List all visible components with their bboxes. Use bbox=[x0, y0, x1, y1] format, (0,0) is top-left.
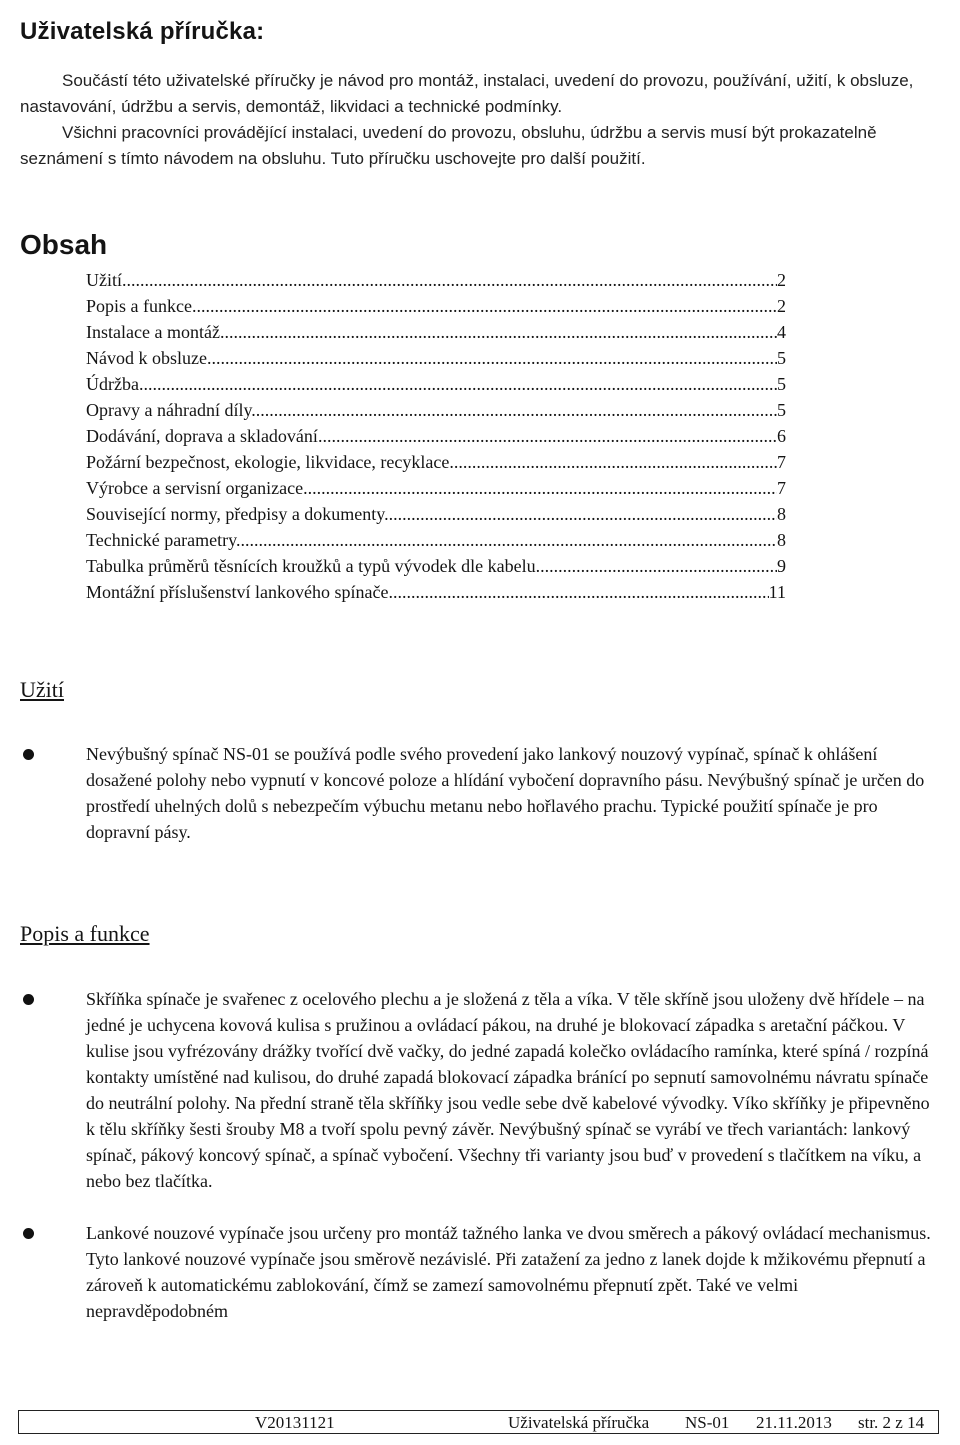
toc-item-label: Tabulka průměrů těsnících kroužků a typů vývodek dle kabelu bbox=[86, 556, 536, 576]
uziti-bullet-list bbox=[20, 741, 940, 871]
page-title: Uživatelská příručka: bbox=[20, 18, 265, 45]
footer-date: 21.11.2013 bbox=[756, 1413, 832, 1432]
toc-item[interactable] bbox=[86, 527, 786, 553]
toc-title: Obsah bbox=[20, 229, 108, 260]
intro-text bbox=[20, 68, 940, 172]
toc-item[interactable] bbox=[86, 579, 786, 605]
toc-item[interactable] bbox=[86, 423, 786, 449]
toc-item-page: 9 bbox=[777, 556, 786, 576]
toc-item-page: 2 bbox=[777, 296, 786, 316]
toc-item[interactable] bbox=[86, 501, 786, 527]
toc-item[interactable] bbox=[86, 449, 786, 475]
toc-item-label: Výrobce a servisní organizace bbox=[86, 478, 304, 498]
toc-item-label: Dodávání, doprava a skladování bbox=[86, 426, 318, 446]
bullet-text: Lankové nouzové vypínače jsou určeny pro montáž tažného lanka ve dvou směrech a pákový ovládací mechanismus. Tyto lankové nouzové vypínače jsou směrově nezávislé. Při zatažení za jedno z lanek dojde k mžikovému přepnutí a zároveň k automatickému zablokování, čímž se zamezí samovolnému přepnutí zpět. Také ve velmi nepravděpodobném bbox=[86, 1223, 931, 1321]
bullet-dot-icon bbox=[23, 1228, 34, 1239]
toc-item-page: 2 bbox=[777, 270, 786, 290]
toc-item-label: Užití bbox=[86, 270, 122, 290]
footer-version: V20131121 bbox=[255, 1413, 335, 1432]
toc-item-label: Související normy, předpisy a dokumenty bbox=[86, 504, 385, 524]
toc-item-page: 11 bbox=[768, 582, 786, 602]
toc-item[interactable] bbox=[86, 397, 786, 423]
toc-item[interactable] bbox=[86, 319, 786, 345]
toc-item-label: Požární bezpečnost, ekologie, likvidace, recyklace bbox=[86, 452, 450, 472]
toc-item-label: Popis a funkce bbox=[86, 296, 192, 316]
toc-item-label: Technické parametry bbox=[86, 530, 236, 550]
toc-item[interactable] bbox=[86, 267, 786, 293]
toc-item-page: 5 bbox=[777, 348, 786, 368]
intro-paragraph: Součástí této uživatelské příručky je návod pro montáž, instalaci, uvedení do provozu, používání, užití, k obsluze, nastavování, údržbu a servis, demontáž, likvidaci a technické podmínky. bbox=[20, 71, 914, 116]
section-title-popis: Popis a funkce bbox=[20, 921, 150, 946]
bullet-text: Nevýbušný spínač NS-01 se používá podle svého provedení jako lankový nouzový vypínač, spínač k ohlášení dosažené polohy nebo vypnutí v koncové poloze a hlídání vybočení dopravního pásu. Nevýbušný spínač je určen do prostředí uhelných dolů s nebezpečím výbuchu metanu nebo hořlavého prachu. Typické použití spínače je pro dopravní pásy. bbox=[86, 744, 925, 842]
toc-item[interactable] bbox=[86, 475, 786, 501]
toc-item-page: 7 bbox=[777, 452, 786, 472]
toc-item-page: 5 bbox=[777, 374, 786, 394]
toc-item-label: Návod k obsluze bbox=[86, 348, 207, 368]
bullet-paragraph bbox=[20, 741, 940, 845]
toc-item[interactable] bbox=[86, 345, 786, 371]
bullet-text: Skříňka spínače je svařenec z ocelového plechu a je složená z těla a víka. V těle skříně jsou uloženy dvě hřídele – na jedné je uchycena kovová kulisa s pružinou a ovládací pákou, na druhé je blokovací západka s aretační páčkou. V kulise jsou vyfrézovány drážky tvořící dvě vačky, do jedné zapadá kolečko ovládacího ramínka, které spíná / rozpíná kontakty umístěné nad kulisou, do druhé zapadá blokovací západka bránící po sepnutí samovolnému návratu spínače do neutrální polohy. Na přední straně těla skříňky jsou vedle sebe dvě kabelové vývodky. Víko skříňky je připevněno k tělu skříňky šesti šrouby M8 a tvoří spolu pevný závěr. Nevýbušný spínač se vyrábí ve třech variantách: lankový spínač, pákový koncový spínač, a spínač vybočení. Všechny tři varianty jsou buď v provedení s tlačítkem na víku, a nebo bez tlačítka. bbox=[86, 989, 930, 1191]
table-of-contents bbox=[86, 267, 786, 605]
toc-item-page: 8 bbox=[777, 530, 786, 550]
bullet-dot-icon bbox=[23, 994, 34, 1005]
toc-item-label: Údržba bbox=[86, 374, 139, 394]
footer-product: NS-01 bbox=[685, 1413, 730, 1432]
popis-bullet-list bbox=[20, 986, 940, 1350]
toc-item-label: Instalace a montáž bbox=[86, 322, 220, 342]
toc-item-page: 6 bbox=[777, 426, 786, 446]
footer-doc-name: Uživatelská příručka bbox=[508, 1413, 650, 1432]
toc-item-page: 5 bbox=[777, 400, 786, 420]
toc-item[interactable] bbox=[86, 553, 786, 579]
page-footer bbox=[18, 1410, 939, 1434]
footer-page-number: str. 2 z 14 bbox=[858, 1413, 925, 1432]
section-title-uziti: Užití bbox=[20, 677, 64, 702]
bullet-paragraph bbox=[20, 986, 940, 1194]
intro-paragraph: Všichni pracovníci provádějící instalaci, uvedení do provozu, obsluhu, údržbu a servis musí být prokazatelně seznámení s tímto návodem na obsluhu. Tuto příručku uschovejte pro další použití. bbox=[20, 123, 877, 168]
bullet-dot-icon bbox=[23, 749, 34, 760]
bullet-paragraph bbox=[20, 1220, 940, 1324]
toc-item-label: Opravy a náhradní díly bbox=[86, 400, 252, 420]
toc-item-page: 8 bbox=[777, 504, 786, 524]
toc-item[interactable] bbox=[86, 371, 786, 397]
toc-item[interactable] bbox=[86, 293, 786, 319]
toc-item-label: Montážní příslušenství lankového spínače bbox=[86, 582, 389, 602]
toc-item-page: 7 bbox=[777, 478, 786, 498]
toc-item-page: 4 bbox=[777, 322, 786, 342]
